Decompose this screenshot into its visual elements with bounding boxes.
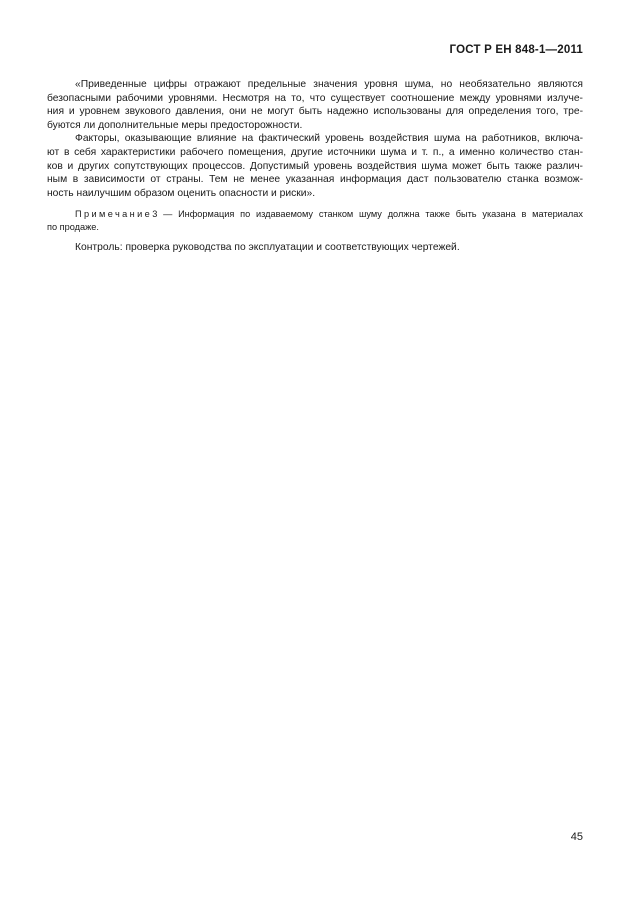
control-text: Контроль: проверка руководства по эксплуатации и соответствующих чертежей. [75, 242, 460, 254]
note-label: Примечание [75, 209, 153, 220]
text-line: Факторы, оказывающие влияние на фактический уровень воздействия шума на работников, включа- [75, 133, 583, 145]
text-line: ным в зависимости от страны. Тем не менее указанная информация даст пользователю станка возмож- [47, 174, 583, 186]
document-code-header: ГОСТ Р ЕН 848-1—2011 [449, 44, 583, 56]
page-number: 45 [570, 831, 583, 843]
text-line: ность наилучшим образом оценить опасности и риски». [47, 187, 316, 199]
quote-paragraph-2 [47, 132, 583, 200]
note-3 [47, 208, 583, 233]
text-line: ния и уровнем звукового давления, они не могут быть надежно использованы для определения того, тре- [47, 106, 583, 118]
text-line: безопасными рабочими уровнями. Несмотря на то, что существует соотношение между уровнями излуче- [47, 92, 583, 104]
note-line: по продаже. [47, 221, 99, 232]
text-line: ют в себя характеристики рабочего помещения, другие источники шума и т. п., а именно количество стан- [47, 146, 583, 158]
text-line: буются ли дополнительные меры предосторожности. [47, 119, 303, 131]
note-number: 3 [152, 209, 158, 220]
document-body [47, 78, 583, 255]
text-line: ков и других сопутствующих процессов. Допустимый уровень воздействия шума может быть также различ- [47, 160, 583, 172]
note-text: — Информация по издаваемому станком шуму должна также быть указана в материалах [157, 209, 583, 220]
control-statement [47, 241, 583, 255]
text-line: «Приведенные цифры отражают предельные значения уровня шума, но необязательно являются [75, 79, 583, 90]
quote-paragraph-1 [47, 78, 583, 132]
note-line [47, 208, 583, 220]
